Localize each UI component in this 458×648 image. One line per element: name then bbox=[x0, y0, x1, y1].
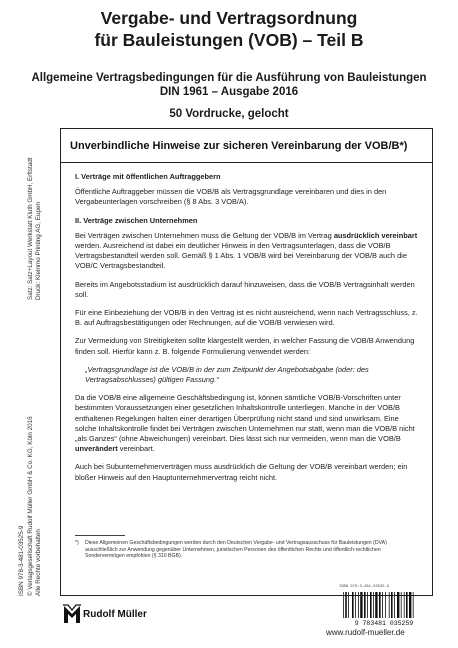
notice-box-title: Unverbindliche Hinweise zur sicheren Vereinbarung der VOB/B*) bbox=[70, 140, 408, 152]
paragraph: Zur Vermeidung von Streitigkeiten sollte klargestellt werden, in welcher Fassung die VOB/B Anwendung finden soll. Hierfür kann z. B. folgende Formulierung verwendet werden: bbox=[75, 336, 415, 356]
side-copyright-line-1: © Verlagsgesellschaft Rudolf Müller GmbH & Co. KG, Köln 2016 bbox=[27, 416, 34, 596]
rudolf-mueller-logo-icon bbox=[62, 603, 82, 625]
barcode-number: 9 783481 035259 bbox=[354, 620, 414, 626]
side-druck: Druck: Kleinmo Printing AG, Eupen bbox=[35, 202, 42, 300]
section-heading-1: I. Verträge mit öffentlichen Auftraggebern bbox=[75, 172, 221, 181]
footnote-marker: *) bbox=[75, 540, 79, 546]
subtitle-line-2: DIN 1961 – Ausgabe 2016 bbox=[159, 86, 299, 98]
paragraph-text: Bei Verträgen zwischen Unternehmen muss die Geltung der VOB/B im Vertrag bbox=[75, 230, 334, 240]
subtitle-line-3: 50 Vordrucke, gelocht bbox=[169, 108, 289, 120]
title-line-2: für Bauleistungen (VOB) – Teil B bbox=[94, 30, 364, 50]
barcode-isbn-caption: ISBN 978-3-481-03525-9 bbox=[339, 585, 390, 589]
emphasis: ausdrücklich vereinbart bbox=[333, 230, 418, 240]
footnote-rule bbox=[75, 535, 125, 536]
paragraph: Öffentliche Auftraggeber müssen die VOB/B als Vertragsgrundlage vereinbaren und dies in den Vergabeunterlagen vorschreiben (§ 8 Abs. 3 VOB/A). bbox=[75, 187, 387, 207]
logo-text: Rudolf Müller bbox=[83, 609, 147, 620]
side-satz: Satz: Satz+Layout Werkstatt Kluth GmbH, Erftstadt bbox=[27, 157, 34, 300]
paragraph bbox=[75, 231, 419, 272]
paragraph-text: vereinbart. bbox=[117, 444, 155, 454]
paragraph: Für eine Einbeziehung der VOB/B in den Vertrag ist es nicht ausreichend, wenn nach Vertragsschluss, z. B. auf Auftragsbestätigungen oder Rechnungen, auf die VOB/B verwiesen wird. bbox=[75, 308, 418, 328]
paragraph-text: werden. Ausreichend ist dabei ein deutlicher Hinweis in den Vertragsunterlagen, dass die VOB/B Vertragsbestandteil werden soll. Gemäß § 1 Abs. 1 VOB/B wird bei Vereinbarung der VOB/B auch die VOB/C Vertragsbestandteil. bbox=[75, 241, 407, 271]
section-heading-2: II. Verträge zwischen Unternehmen bbox=[75, 215, 198, 225]
barcode bbox=[339, 592, 429, 626]
subtitle-line-1: Allgemeine Vertragsbedingungen für die Ausführung von Bauleistungen bbox=[31, 72, 427, 84]
side-isbn: ISBN 978-3-481-03525-9 bbox=[18, 525, 25, 596]
paragraph: Auch bei Subunternehmerverträgen muss ausdrücklich die Geltung der VOB/B vereinbart werden; ein bloßer Hinweis auf den Hauptunternehmervertrag reicht nicht. bbox=[75, 462, 408, 482]
emphasis: unverändert bbox=[75, 444, 118, 454]
footnote-text: Diese Allgemeinen Geschäftsbedingungen werden durch den Deutschen Vergabe- und Vertragsausschuss für Bauleistungen (DVA) ausschließlich zur Anwendung gegenüber Unternehmen, juristischen Personen des öffentlichen Rechts und öffentlich-rechtlichen Sondervermögen empfohlen (§ 310 BGB). bbox=[85, 540, 387, 560]
paragraph: Bereits im Angebotsstadium ist ausdrücklich darauf hinzuweisen, dass die VOB/B Vertragsinhalt werden soll. bbox=[75, 279, 415, 299]
side-copyright-line-2: Alle Rechte vorbehalten bbox=[35, 529, 42, 596]
website-url: www.rudolf-mueller.de bbox=[326, 628, 405, 637]
notice-box-divider bbox=[60, 162, 433, 163]
quote-formula: „Vertragsgrundlage ist die VOB/B in der zum Zeitpunkt der Angebotsabgabe (oder: des Vertragsabschlusses) gültigen Fassung.“ bbox=[85, 364, 369, 385]
title-line-1: Vergabe- und Vertragsordnung bbox=[100, 8, 358, 28]
notice-body bbox=[75, 172, 419, 491]
footnote bbox=[75, 540, 419, 560]
paragraph bbox=[75, 393, 419, 454]
paragraph-text: Da die VOB/B eine allgemeine Geschäftsbedingung ist, können sämtliche VOB/B-Vorschriften unter bestimmten Voraussetzungen einer gesetzlichen Inhaltskontrolle unterliegen. Manche in der VOB/B enthaltenen Regelungen halten einer derartigen Überprüfung nicht stand und sind unwirksam. Eine solche Inhaltskontrolle findet bei Verträgen zwischen Unternehmen nur statt, wenn man die VOB/B nicht „als Ganzes“ (ohne Abweichungen) vereinbart. Dies lässt sich nur vermeiden, wenn man die VOB/B bbox=[75, 393, 415, 444]
